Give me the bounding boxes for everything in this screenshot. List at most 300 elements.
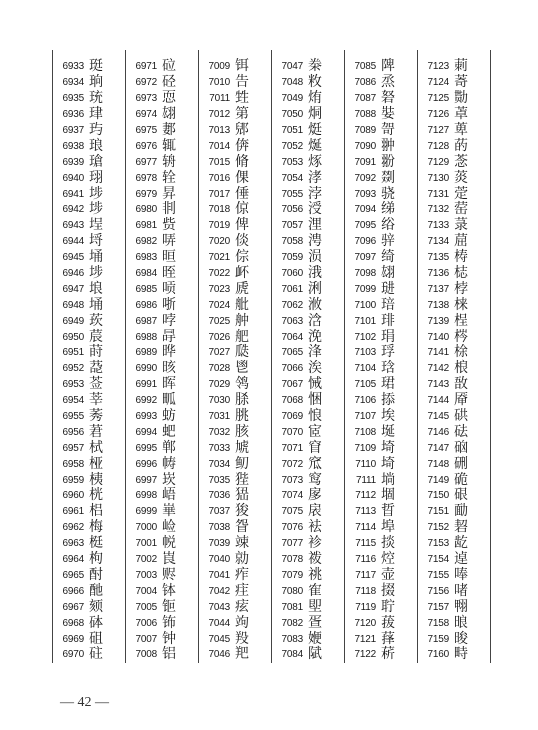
code-number: 6958 (62, 458, 84, 470)
table-row (272, 568, 344, 584)
code-number: 7111 (356, 474, 376, 486)
character: 哱 (162, 312, 176, 329)
character: 桠 (89, 455, 103, 472)
character: 梣 (454, 328, 468, 345)
table-row (272, 234, 344, 250)
code-number: 7066 (281, 363, 303, 375)
character: 㛹 (308, 630, 322, 647)
code-number: 7064 (281, 331, 303, 343)
code-number: 7047 (281, 61, 303, 73)
table-row (126, 234, 198, 250)
table-row (418, 107, 490, 123)
code-number: 7075 (281, 506, 303, 518)
code-number: 7139 (427, 315, 449, 327)
table-row (418, 361, 490, 377)
table-row (272, 75, 344, 91)
character: 晅 (162, 249, 176, 266)
character: 晖 (162, 376, 176, 393)
table-row (53, 345, 125, 361)
character: 啫 (454, 582, 468, 599)
character: 痄 (235, 566, 249, 583)
code-number: 7019 (208, 220, 230, 232)
character: 硁 (162, 74, 176, 91)
table-row (345, 186, 417, 202)
table-row (126, 568, 198, 584)
table-row (345, 91, 417, 107)
table-row (199, 504, 271, 520)
character: 祧 (308, 566, 322, 583)
character: 鱽 (235, 455, 249, 472)
table-row (126, 107, 198, 123)
table-row (53, 329, 125, 345)
code-number: 7034 (208, 458, 230, 470)
character: 钸 (162, 614, 176, 631)
character: 萣 (454, 185, 468, 202)
character: 瓞 (235, 344, 249, 361)
character: 涢 (308, 249, 322, 266)
table-row (272, 409, 344, 425)
code-number: 7098 (354, 268, 376, 280)
character: 梌 (454, 344, 468, 361)
table-row (199, 75, 271, 91)
character: 埇 (89, 296, 103, 313)
code-number: 7060 (281, 268, 303, 280)
character: 扅 (308, 487, 322, 504)
code-number: 7124 (427, 77, 449, 89)
code-number: 6946 (62, 268, 84, 280)
character: 埗 (89, 185, 103, 202)
code-number: 6971 (135, 61, 157, 73)
code-number: 6943 (62, 220, 84, 232)
character: 眢 (235, 519, 249, 536)
table-row (199, 472, 271, 488)
character: 烠 (308, 90, 322, 107)
code-number: 6968 (62, 617, 84, 629)
character: 涐 (308, 265, 322, 282)
character: 俾 (235, 217, 249, 234)
table-row (53, 313, 125, 329)
table-row (418, 536, 490, 552)
code-number: 7135 (427, 252, 449, 264)
character: 袪 (308, 519, 322, 536)
code-number: 6979 (135, 188, 157, 200)
table-row (126, 186, 198, 202)
code-number: 7103 (354, 347, 376, 359)
code-number: 7061 (281, 283, 303, 295)
character: 浲 (308, 344, 322, 361)
character: 涘 (308, 360, 322, 377)
table-row (53, 75, 125, 91)
table-row (272, 186, 344, 202)
table-row (53, 107, 125, 123)
table-row (418, 409, 490, 425)
code-number: 7037 (208, 506, 230, 518)
character: 浟 (308, 296, 322, 313)
code-number: 7125 (427, 93, 449, 105)
table-row (199, 234, 271, 250)
character: 唪 (454, 566, 468, 583)
character: 桹 (454, 360, 468, 377)
code-number: 6935 (62, 93, 84, 105)
character: 砝 (454, 423, 468, 440)
character: 郳 (235, 122, 249, 138)
code-number: 7156 (427, 585, 449, 597)
character: 窅 (308, 439, 322, 456)
code-number: 7044 (208, 617, 230, 629)
table-row (272, 504, 344, 520)
character: 帱 (162, 455, 176, 472)
character: 蚆 (162, 423, 176, 440)
character: 剕 (162, 201, 176, 218)
character: 娤 (381, 106, 395, 123)
table-row (272, 123, 344, 139)
character: 峱 (235, 487, 249, 504)
code-number: 6950 (62, 331, 84, 343)
table-row (199, 59, 271, 75)
character: 烻 (308, 137, 322, 154)
table-row (53, 599, 125, 615)
character: 莰 (89, 312, 103, 329)
character: 枸 (89, 551, 103, 568)
table-row (126, 313, 198, 329)
character: 逴 (454, 551, 468, 568)
character: 烼 (308, 153, 322, 170)
code-number: 7042 (208, 585, 230, 597)
table-row (53, 281, 125, 297)
character: 倓 (235, 233, 249, 250)
table-row (53, 59, 125, 75)
code-number: 7024 (208, 299, 230, 311)
character: 莻 (89, 360, 103, 377)
code-number: 7039 (208, 538, 230, 550)
character: 浼 (308, 328, 322, 345)
table-row (199, 281, 271, 297)
code-number: 7091 (354, 156, 376, 168)
character: 䓨 (454, 201, 468, 218)
table-row (53, 615, 125, 631)
table-row (126, 218, 198, 234)
table-row (418, 424, 490, 440)
character: 蚄 (162, 408, 176, 425)
code-number: 7005 (135, 601, 157, 613)
table-row (418, 393, 490, 409)
table-row (345, 488, 417, 504)
code-number: 7068 (281, 395, 303, 407)
character: 朓 (235, 408, 249, 425)
character: 绤 (381, 217, 395, 234)
table-row (418, 123, 490, 139)
table-row (53, 472, 125, 488)
table-row (199, 123, 271, 139)
table-row (53, 202, 125, 218)
code-number: 6945 (62, 252, 84, 264)
page-number: — 42 — (60, 695, 109, 710)
character: 珺 (381, 376, 395, 393)
table-row (345, 583, 417, 599)
character: 宧 (308, 423, 322, 440)
character: 甡 (235, 90, 249, 107)
character: 酏 (89, 582, 103, 599)
table-row (272, 472, 344, 488)
table-row (53, 186, 125, 202)
table-row (53, 234, 125, 250)
code-number: 6961 (62, 506, 84, 518)
table-row (126, 154, 198, 170)
character: 珫 (89, 90, 103, 107)
code-number: 7095 (354, 220, 376, 232)
code-number: 6947 (62, 283, 84, 295)
table-row (53, 250, 125, 266)
table-row (126, 583, 198, 599)
code-number: 7029 (208, 379, 230, 391)
table-row (199, 91, 271, 107)
code-number: 7115 (355, 538, 376, 550)
table-row (345, 170, 417, 186)
code-number: 6998 (135, 490, 157, 502)
code-number: 7023 (208, 283, 230, 295)
code-number: 6977 (135, 156, 157, 168)
table-row (345, 313, 417, 329)
character: 砫 (89, 646, 103, 663)
code-number: 7058 (281, 236, 303, 248)
code-number: 7129 (427, 156, 449, 168)
table-row (199, 647, 271, 663)
table-column (272, 50, 345, 663)
character: 陚 (308, 646, 322, 663)
code-number: 6970 (62, 649, 84, 661)
character: 哢 (162, 233, 176, 250)
character: 埼 (381, 439, 395, 456)
character: 绮 (381, 249, 395, 266)
character: 掞 (381, 535, 395, 552)
code-number: 6949 (62, 315, 84, 327)
table-row (126, 440, 198, 456)
table-row (126, 281, 198, 297)
code-number: 7012 (208, 109, 230, 121)
character: 莀 (89, 328, 103, 345)
table-row (418, 488, 490, 504)
character: 狴 (235, 471, 249, 488)
character: 埗 (89, 265, 103, 282)
table-row (272, 456, 344, 472)
table-row (199, 170, 271, 186)
code-number: 7083 (281, 633, 303, 645)
table-row (126, 615, 198, 631)
character: 硊 (454, 471, 468, 488)
table-row (345, 377, 417, 393)
code-number: 6991 (135, 379, 157, 391)
character: 菥 (381, 646, 395, 663)
table-row (418, 631, 490, 647)
table-row (53, 583, 125, 599)
table-row (199, 409, 271, 425)
table-row (272, 552, 344, 568)
table-row (418, 615, 490, 631)
code-number: 7078 (281, 554, 303, 566)
code-number: 6953 (62, 379, 84, 391)
code-number: 7077 (281, 538, 303, 550)
character: 珦 (89, 74, 103, 91)
table-row (345, 281, 417, 297)
code-number: 7040 (208, 554, 230, 566)
character: 焢 (381, 551, 395, 568)
character: 翃 (381, 265, 395, 282)
code-number: 7043 (208, 601, 230, 613)
character: 珽 (89, 58, 103, 75)
code-number: 7038 (208, 522, 230, 534)
table-row (126, 202, 198, 218)
code-number: 6962 (62, 522, 84, 534)
table-row (53, 504, 125, 520)
table-row (345, 361, 417, 377)
table-row (418, 647, 490, 663)
table-row (345, 409, 417, 425)
character: 敔 (454, 376, 468, 393)
character: 梼 (454, 249, 468, 266)
character: 虒 (235, 280, 249, 297)
code-number: 7070 (281, 426, 303, 438)
code-number: 6973 (135, 93, 157, 105)
table-row (272, 615, 344, 631)
table-row (53, 138, 125, 154)
character: 掭 (381, 392, 395, 409)
code-number: 7056 (281, 204, 303, 216)
character: 郪 (162, 122, 176, 138)
table-row (126, 504, 198, 520)
table-row (345, 440, 417, 456)
code-number: 7140 (427, 331, 449, 343)
character: 辀 (162, 153, 176, 170)
table-row (272, 59, 344, 75)
code-number: 7151 (427, 506, 449, 518)
character: 晙 (454, 630, 468, 647)
table-row (199, 552, 271, 568)
table-row (345, 107, 417, 123)
code-number: 7154 (427, 554, 449, 566)
code-number: 7097 (354, 252, 376, 264)
code-number: 7035 (208, 474, 230, 486)
character: 浰 (308, 280, 322, 297)
table-column (418, 50, 490, 663)
character: 烶 (308, 122, 322, 138)
code-number: 7053 (281, 156, 303, 168)
character: 竦 (235, 535, 249, 552)
code-number: 7041 (208, 569, 230, 581)
code-number: 7074 (281, 490, 303, 502)
table-row (272, 297, 344, 313)
code-number: 7073 (281, 474, 303, 486)
table-row (345, 266, 417, 282)
character: 剟 (381, 169, 395, 186)
code-number: 7079 (281, 569, 303, 581)
character: 勍 (235, 551, 249, 568)
code-number: 7025 (208, 315, 230, 327)
character: 绨 (381, 201, 395, 218)
code-number: 7101 (354, 315, 376, 327)
character: 栻 (89, 439, 103, 456)
code-number: 7001 (135, 538, 157, 550)
table-row (272, 631, 344, 647)
code-number: 6964 (62, 554, 84, 566)
table-row (345, 599, 417, 615)
character: 袯 (308, 551, 322, 568)
table-row (418, 250, 490, 266)
code-number: 6995 (135, 442, 157, 454)
character: 桋 (89, 471, 103, 488)
code-number: 6975 (135, 125, 157, 136)
code-number: 7132 (427, 204, 449, 216)
character: 埌 (89, 280, 103, 297)
code-number: 7055 (281, 188, 303, 200)
table-row (126, 250, 198, 266)
character: 勚 (454, 90, 468, 107)
table-row (272, 329, 344, 345)
character: 莠 (89, 408, 103, 425)
table-row (345, 250, 417, 266)
character: 硔 (454, 408, 468, 425)
table-row (53, 456, 125, 472)
table-row (272, 424, 344, 440)
character: 砬 (162, 58, 176, 75)
code-number: 7089 (354, 125, 376, 136)
table-row (345, 345, 417, 361)
table-row (126, 409, 198, 425)
character: 涍 (308, 169, 322, 186)
code-number: 7008 (135, 649, 157, 661)
code-number: 7099 (354, 283, 376, 295)
character: 胲 (235, 423, 249, 440)
character: 哳 (162, 296, 176, 313)
character: 厣 (454, 392, 468, 409)
character: 舥 (235, 328, 249, 345)
character: 埗 (89, 201, 103, 218)
code-number: 7100 (354, 299, 376, 311)
code-number: 7087 (354, 93, 376, 105)
table-row (126, 552, 198, 568)
code-number: 7136 (427, 268, 449, 280)
code-number: 6996 (135, 458, 157, 470)
character: 梅 (89, 519, 103, 536)
character: 虓 (235, 439, 249, 456)
character: 舯 (235, 312, 249, 329)
table-row (418, 297, 490, 313)
code-number: 7036 (208, 490, 230, 502)
code-number: 7011 (209, 93, 230, 105)
code-number: 7014 (208, 140, 230, 152)
code-number: 7021 (208, 252, 230, 264)
code-number: 7138 (427, 299, 449, 311)
code-number: 7076 (281, 522, 303, 534)
table-row (345, 615, 417, 631)
code-number: 7106 (354, 395, 376, 407)
character: 钵 (162, 582, 176, 599)
character: 涭 (308, 201, 322, 218)
character: 浡 (308, 185, 322, 202)
table-row (126, 536, 198, 552)
code-number: 7026 (208, 331, 230, 343)
table-column (53, 50, 126, 663)
character: 䓫 (454, 74, 468, 91)
character: 壶 (381, 566, 395, 583)
character: 脎 (235, 392, 249, 409)
code-number: 7143 (427, 379, 449, 391)
table-row (418, 552, 490, 568)
code-number: 7094 (354, 204, 376, 216)
table-row (53, 647, 125, 663)
code-number: 7148 (427, 458, 449, 470)
code-number: 7104 (354, 363, 376, 375)
character: 莶 (89, 376, 103, 393)
